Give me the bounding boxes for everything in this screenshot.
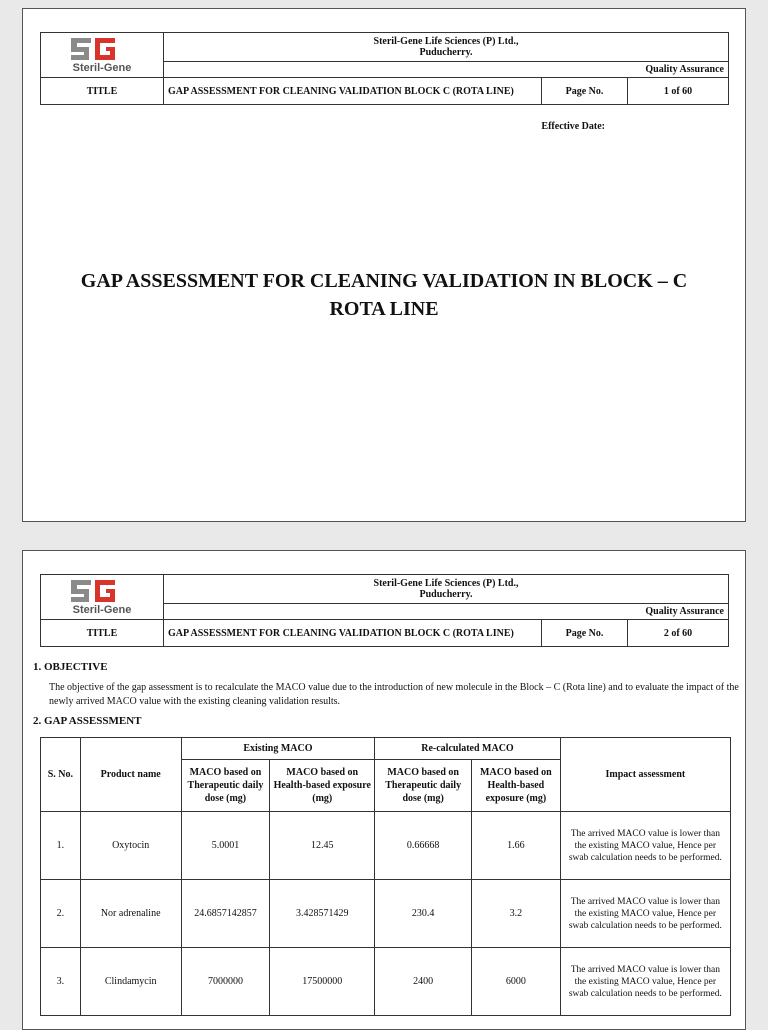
main-title-line-1: GAP ASSESSMENT FOR CLEANING VALIDATION IN BLOCK – C — [80, 270, 688, 292]
col-header-recalc-health: MACO based on Health-based exposure (mg) — [472, 760, 561, 812]
table-row — [41, 812, 731, 880]
cell-impact: The arrived MACO value is lower than the existing MACO value, Hence per swab calculation needs to be performed. — [560, 948, 730, 1016]
company-logo — [41, 575, 164, 620]
steril-gene-logo-icon — [57, 34, 147, 74]
col-header-existing-health: MACO based on Health-based exposure (mg) — [270, 760, 375, 812]
cell-product: Nor adrenaline — [80, 880, 181, 948]
document-header — [40, 32, 729, 105]
cell-sno: 1. — [41, 812, 81, 880]
objective-text: The objective of the gap assessment is to recalculate the MACO value due to the introduction of new molecule in the Block – C (Rota line) and to evaluate the impact of the newly arrived MACO value with the existing cleaning validation results. — [49, 682, 739, 707]
cell-recalc-health: 1.66 — [472, 812, 561, 880]
cell-existing-therapeutic: 5.0001 — [181, 812, 270, 880]
page-number: 1 of 60 — [628, 78, 729, 105]
title-label: TITLE — [41, 78, 164, 105]
gap-assessment-table — [40, 737, 731, 1016]
document-title: GAP ASSESSMENT FOR CLEANING VALIDATION BLOCK C (ROTA LINE) — [164, 620, 542, 647]
company-city-line: Puducherry. — [419, 47, 473, 58]
department-label: Quality Assurance — [164, 604, 729, 620]
col-header-recalc-therapeutic: MACO based on Therapeutic daily dose (mg) — [375, 760, 472, 812]
col-header-product: Product name — [80, 738, 181, 812]
cell-recalc-therapeutic: 0.66668 — [375, 812, 472, 880]
cell-product: Clindamycin — [80, 948, 181, 1016]
cell-recalc-health: 3.2 — [472, 880, 561, 948]
cell-existing-therapeutic: 24.6857142857 — [181, 880, 270, 948]
logo-text: Steril-Gene — [72, 603, 132, 616]
page-number-label: Page No. — [542, 78, 628, 105]
table-row — [41, 880, 731, 948]
cell-recalc-therapeutic: 230.4 — [375, 880, 472, 948]
document-header — [40, 574, 729, 647]
gap-assessment-heading: 2. GAP ASSESSMENT — [33, 715, 142, 727]
company-logo — [41, 33, 164, 78]
cell-impact: The arrived MACO value is lower than the existing MACO value, Hence per swab calculation needs to be performed. — [560, 880, 730, 948]
document-title: GAP ASSESSMENT FOR CLEANING VALIDATION BLOCK C (ROTA LINE) — [164, 78, 542, 105]
main-title — [23, 267, 745, 323]
effective-date-label: Effective Date: — [541, 121, 605, 132]
steril-gene-logo-icon — [57, 576, 147, 616]
col-header-existing-therapeutic: MACO based on Therapeutic daily dose (mg) — [181, 760, 270, 812]
company-name — [164, 33, 729, 62]
document-page-1 — [22, 8, 746, 522]
document-page-2 — [22, 550, 746, 1030]
group-header-existing: Existing MACO — [181, 738, 375, 760]
cell-sno: 2. — [41, 880, 81, 948]
company-name — [164, 575, 729, 604]
group-header-recalculated: Re-calculated MACO — [375, 738, 560, 760]
main-title-line-2: ROTA LINE — [329, 298, 439, 320]
cell-existing-health: 12.45 — [270, 812, 375, 880]
page-number-label: Page No. — [542, 620, 628, 647]
logo-text: Steril-Gene — [72, 61, 132, 74]
cell-existing-therapeutic: 7000000 — [181, 948, 270, 1016]
company-city-line: Puducherry. — [419, 589, 473, 600]
cell-recalc-therapeutic: 2400 — [375, 948, 472, 1016]
cell-product: Oxytocin — [80, 812, 181, 880]
company-name-line: Steril-Gene Life Sciences (P) Ltd., — [373, 578, 519, 589]
cell-impact: The arrived MACO value is lower than the existing MACO value, Hence per swab calculation needs to be performed. — [560, 812, 730, 880]
title-label: TITLE — [41, 620, 164, 647]
cell-sno: 3. — [41, 948, 81, 1016]
col-header-sno: S. No. — [41, 738, 81, 812]
col-header-impact: Impact assessment — [560, 738, 730, 812]
page-number: 2 of 60 — [628, 620, 729, 647]
department-label: Quality Assurance — [164, 62, 729, 78]
table-row — [41, 948, 731, 1016]
company-name-line: Steril-Gene Life Sciences (P) Ltd., — [373, 36, 519, 47]
cell-recalc-health: 6000 — [472, 948, 561, 1016]
cell-existing-health: 3.428571429 — [270, 880, 375, 948]
objective-heading: 1. OBJECTIVE — [33, 661, 108, 673]
cell-existing-health: 17500000 — [270, 948, 375, 1016]
